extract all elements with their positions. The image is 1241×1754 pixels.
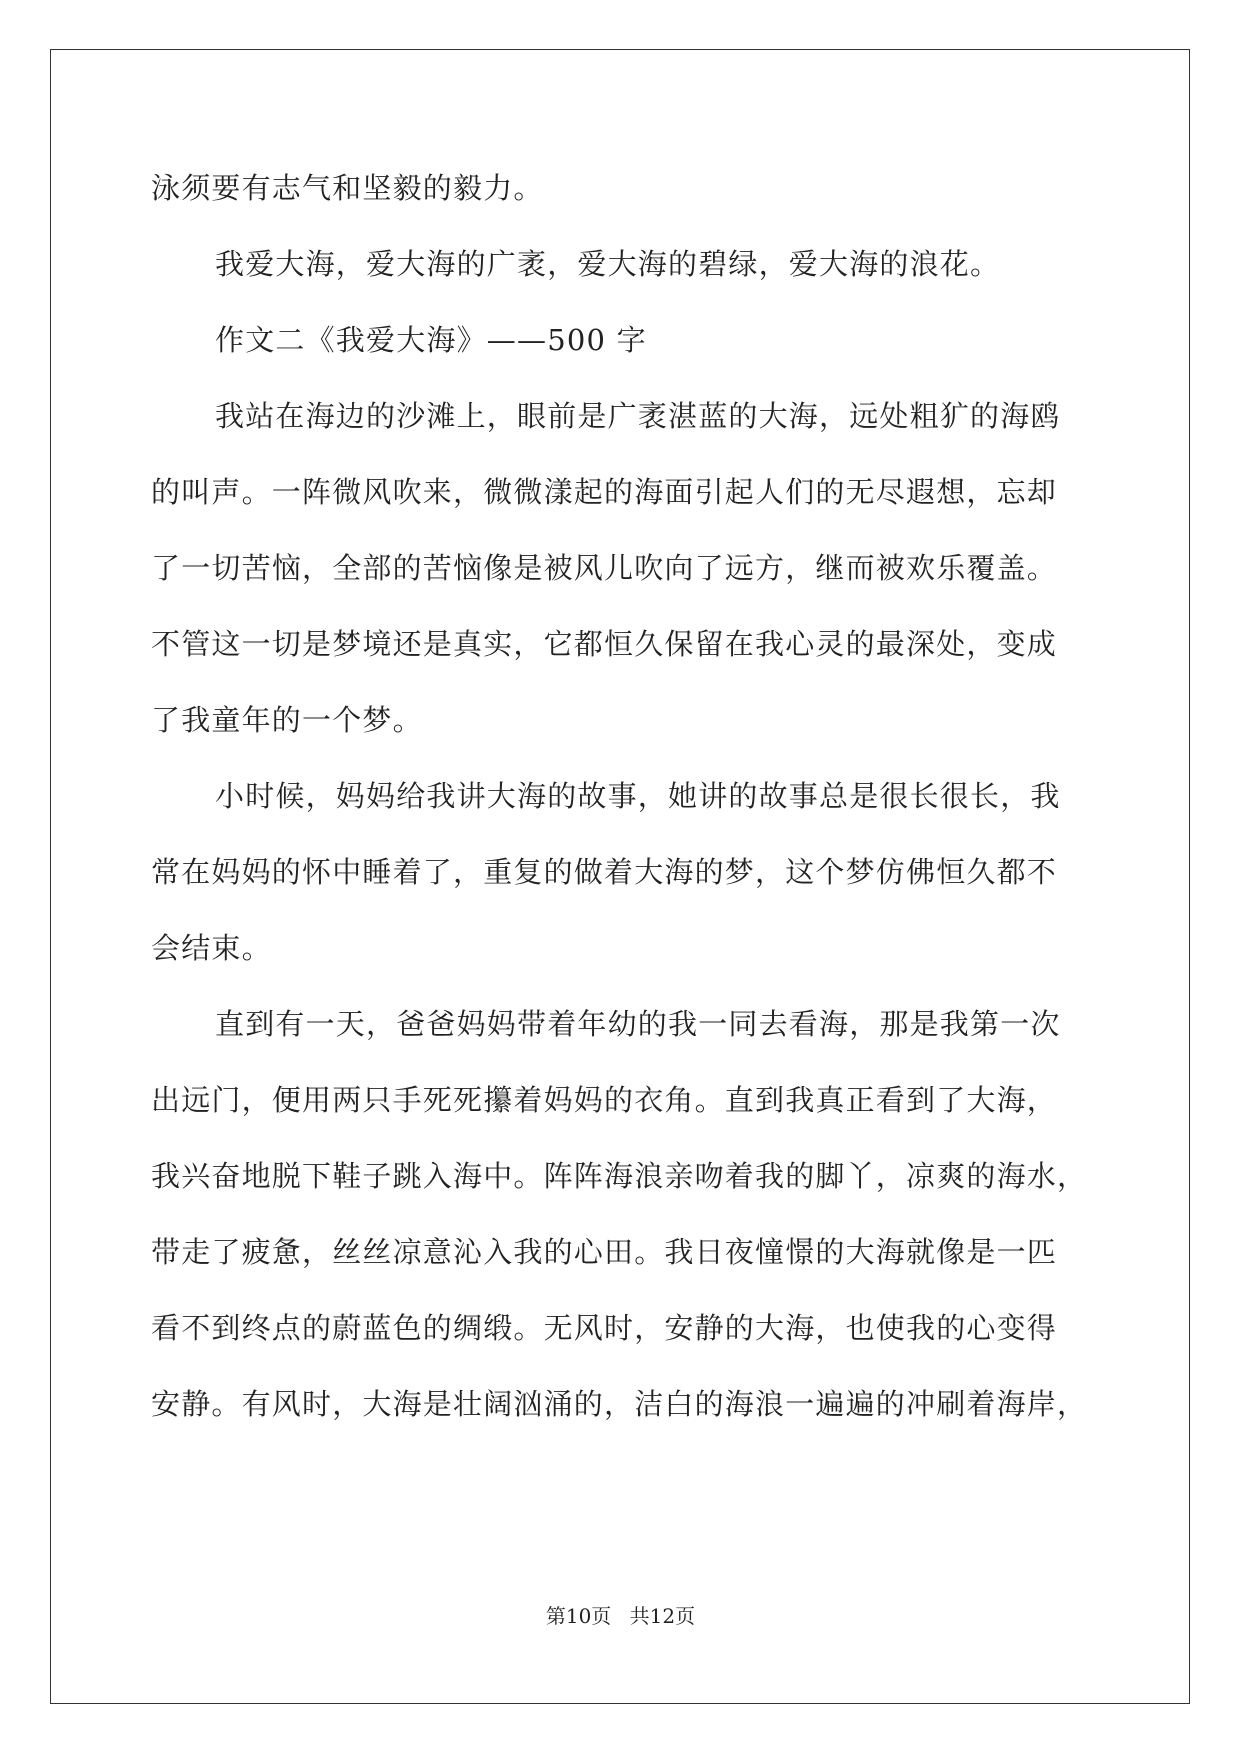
- text-line: 直到有一天，爸爸妈妈带着年幼的我一同去看海，那是我第一次: [215, 1007, 1061, 1041]
- text-line: 安静。有风时，大海是壮阔汹涌的，洁白的海浪一遍遍的冲刷着海岸，: [151, 1387, 1088, 1421]
- page-number: 第10页: [545, 1604, 612, 1628]
- document-body: [151, 150, 1091, 1442]
- text-line: 不管这一切是梦境还是真实，它都恒久保留在我心灵的最深处，变成: [151, 627, 1058, 661]
- section-heading: 作文二《我爱大海》——500 字: [215, 323, 647, 357]
- text-line: 我爱大海，爱大海的广袤，爱大海的碧绿，爱大海的浪花。: [215, 247, 1001, 281]
- text-line: 泳须要有志气和坚毅的毅力。: [151, 171, 544, 205]
- text-line: 出远门，便用两只手死死攥着妈妈的衣角。直到我真正看到了大海，: [151, 1083, 1058, 1117]
- text-line: 了一切苦恼，全部的苦恼像是被风儿吹向了远方，继而被欢乐覆盖。: [151, 551, 1058, 585]
- text-line: 的叫声。一阵微风吹来，微微漾起的海面引起人们的无尽遐想，忘却: [151, 475, 1058, 509]
- text-line: 小时候，妈妈给我讲大海的故事，她讲的故事总是很长很长，我: [215, 779, 1061, 813]
- page-total: 共12页: [629, 1604, 696, 1628]
- text-line: 了我童年的一个梦。: [151, 703, 423, 737]
- text-line: 我兴奋地脱下鞋子跳入海中。阵阵海浪亲吻着我的脚丫，凉爽的海水，: [151, 1159, 1088, 1193]
- text-line: 带走了疲惫，丝丝凉意沁入我的心田。我日夜憧憬的大海就像是一匹: [151, 1235, 1058, 1269]
- text-line: 看不到终点的蔚蓝色的绸缎。无风时，安静的大海，也使我的心变得: [151, 1311, 1058, 1345]
- text-line: 我站在海边的沙滩上，眼前是广袤湛蓝的大海，远处粗犷的海鸥: [215, 399, 1061, 433]
- text-line: 会结束。: [151, 931, 272, 965]
- text-line: 常在妈妈的怀中睡着了，重复的做着大海的梦，这个梦仿佛恒久都不: [151, 855, 1058, 889]
- page-footer: [0, 1600, 1241, 1629]
